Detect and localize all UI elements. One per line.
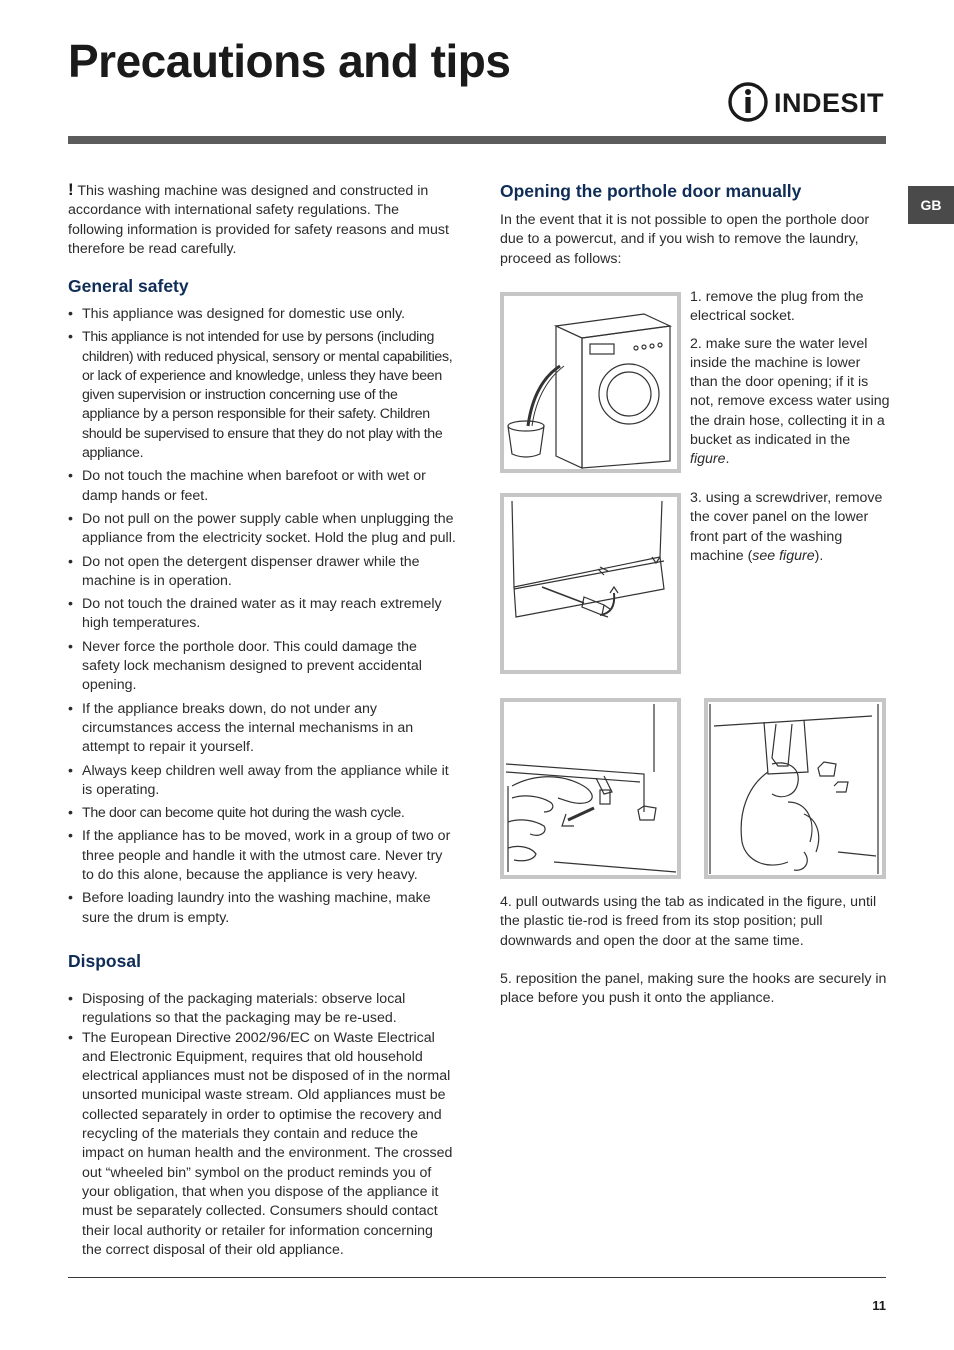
list-item: • This appliance is not intended for use by persons (including children) with reduced physical, sensory or mental capabilities, or lack of experience and knowledge, unless they have been given supervision or instruction concerning use of the appliance by a person responsible for their safety. Children should be supervised to ensure that they do not play with the appliance. xyxy=(68,328,456,463)
steps-1-2 xyxy=(690,288,890,478)
list-item: • Before loading laundry into the washing machine, make sure the drum is empty. xyxy=(68,889,456,928)
list-item: • Do not pull on the power supply cable when unplugging the appliance from the electricity socket. Hold the plug and pull. xyxy=(68,510,456,549)
figure-3-drawing xyxy=(504,702,677,875)
page-title: Precautions and tips xyxy=(68,35,511,87)
porthole-intro: In the event that it is not possible to open the porthole door due to a powercut, and if you wish to remove the laundry, proceed as follows: xyxy=(500,212,870,267)
page-number: 11 xyxy=(872,1298,886,1313)
list-item: • The door can become quite hot during the wash cycle. xyxy=(68,804,456,823)
step-2 xyxy=(690,335,890,470)
step-3-text: 3. using a screwdriver, remove the cover panel on the lower front part of the washing machine ( xyxy=(690,490,883,564)
step-3-paragraph xyxy=(690,489,890,566)
list-item: • If the appliance breaks down, do not under any circumstances access the internal mechanisms in an attempt to repair it yourself. xyxy=(68,700,456,758)
list-item: • Do not open the detergent dispenser drawer while the machine is in operation. xyxy=(68,553,456,592)
disposal-heading: Disposal xyxy=(68,951,141,971)
general-safety-list xyxy=(68,305,456,932)
step-2-italic: figure xyxy=(690,451,726,468)
disposal-list xyxy=(68,990,456,1260)
list-item: • Disposing of the packaging materials: observe local regulations so that the packaging may be re-used. xyxy=(68,990,456,1029)
step-5: 5. reposition the panel, making sure the hooks are securely in place before you push it onto the appliance. xyxy=(500,971,887,1007)
language-tab: GB xyxy=(908,186,954,224)
list-item: • Do not touch the machine when barefoot or with wet or damp hands or feet. xyxy=(68,467,456,506)
list-item: • If the appliance has to be moved, work in a group of two or three people and handle it with the utmost care. Never try to do this alone, because the appliance is very heavy. xyxy=(68,827,456,885)
hand-pulling-tab-figure xyxy=(500,698,681,879)
list-item: • Never force the porthole door. This could damage the safety lock mechanism designed to prevent accidental opening. xyxy=(68,638,456,696)
step-3-italic: see figure xyxy=(752,547,815,564)
step-2-suffix: . xyxy=(725,451,730,468)
list-item: • This appliance was designed for domestic use only. xyxy=(68,305,456,324)
header-rule xyxy=(68,136,886,144)
footer-rule xyxy=(68,1277,886,1278)
figure-1-drawing xyxy=(504,296,677,469)
intro-paragraph xyxy=(68,180,456,259)
general-safety-heading: General safety xyxy=(68,276,189,296)
step-3-suffix: ). xyxy=(814,547,824,564)
step-4: 4. pull outwards using the tab as indicated in the figure, until the plastic tie-rod is freed from its stop position; pull downwards and open the door at the same time. xyxy=(500,894,877,949)
warning-mark: ! xyxy=(68,180,74,199)
washing-machine-drain-hose-bucket-figure xyxy=(500,292,681,473)
list-item: • Always keep children well away from the appliance while it is operating. xyxy=(68,762,456,801)
step-3 xyxy=(690,489,890,574)
porthole-heading: Opening the porthole door manually xyxy=(500,181,802,201)
figure-4-drawing xyxy=(708,702,882,875)
brand-wordmark: INDESIT xyxy=(774,88,885,118)
figure-2-drawing xyxy=(504,497,677,670)
step-2-text: 2. make sure the water level inside the machine is lower than the door opening; if it is not, remove excess water using the drain hose, collecting it in a bucket as indicated in the xyxy=(690,335,890,449)
screwdriver-cover-panel-figure xyxy=(500,493,681,674)
list-item: • The European Directive 2002/96/EC on Waste Electrical and Electronic Equipment, requires that old household electrical appliances must not be disposed of in the normal unsorted municipal waste stream. Old appliances must be collected separately in order to optimise the recovery and recycling of the materials they contain and reduce the impact on human health and the environment. The crossed out “wheeled bin” symbol on the product reminds you of your obligation, that when you dispose of the appliance it must be separately collected. Consumers should contact their local authority or retailer for information concerning the correct disposal of their old appliance. xyxy=(68,1029,456,1261)
hand-pulling-tie-rod-figure xyxy=(704,698,886,879)
step-1: 1. remove the plug from the electrical socket. xyxy=(690,289,864,325)
intro-text: This washing machine was designed and constructed in accordance with international safety regulations. The following information is provided for safety reasons and must therefore be read carefully. xyxy=(68,183,449,257)
logo-i-mark-icon xyxy=(726,80,770,124)
list-item: • Do not touch the drained water as it may reach extremely high temperatures. xyxy=(68,595,456,634)
